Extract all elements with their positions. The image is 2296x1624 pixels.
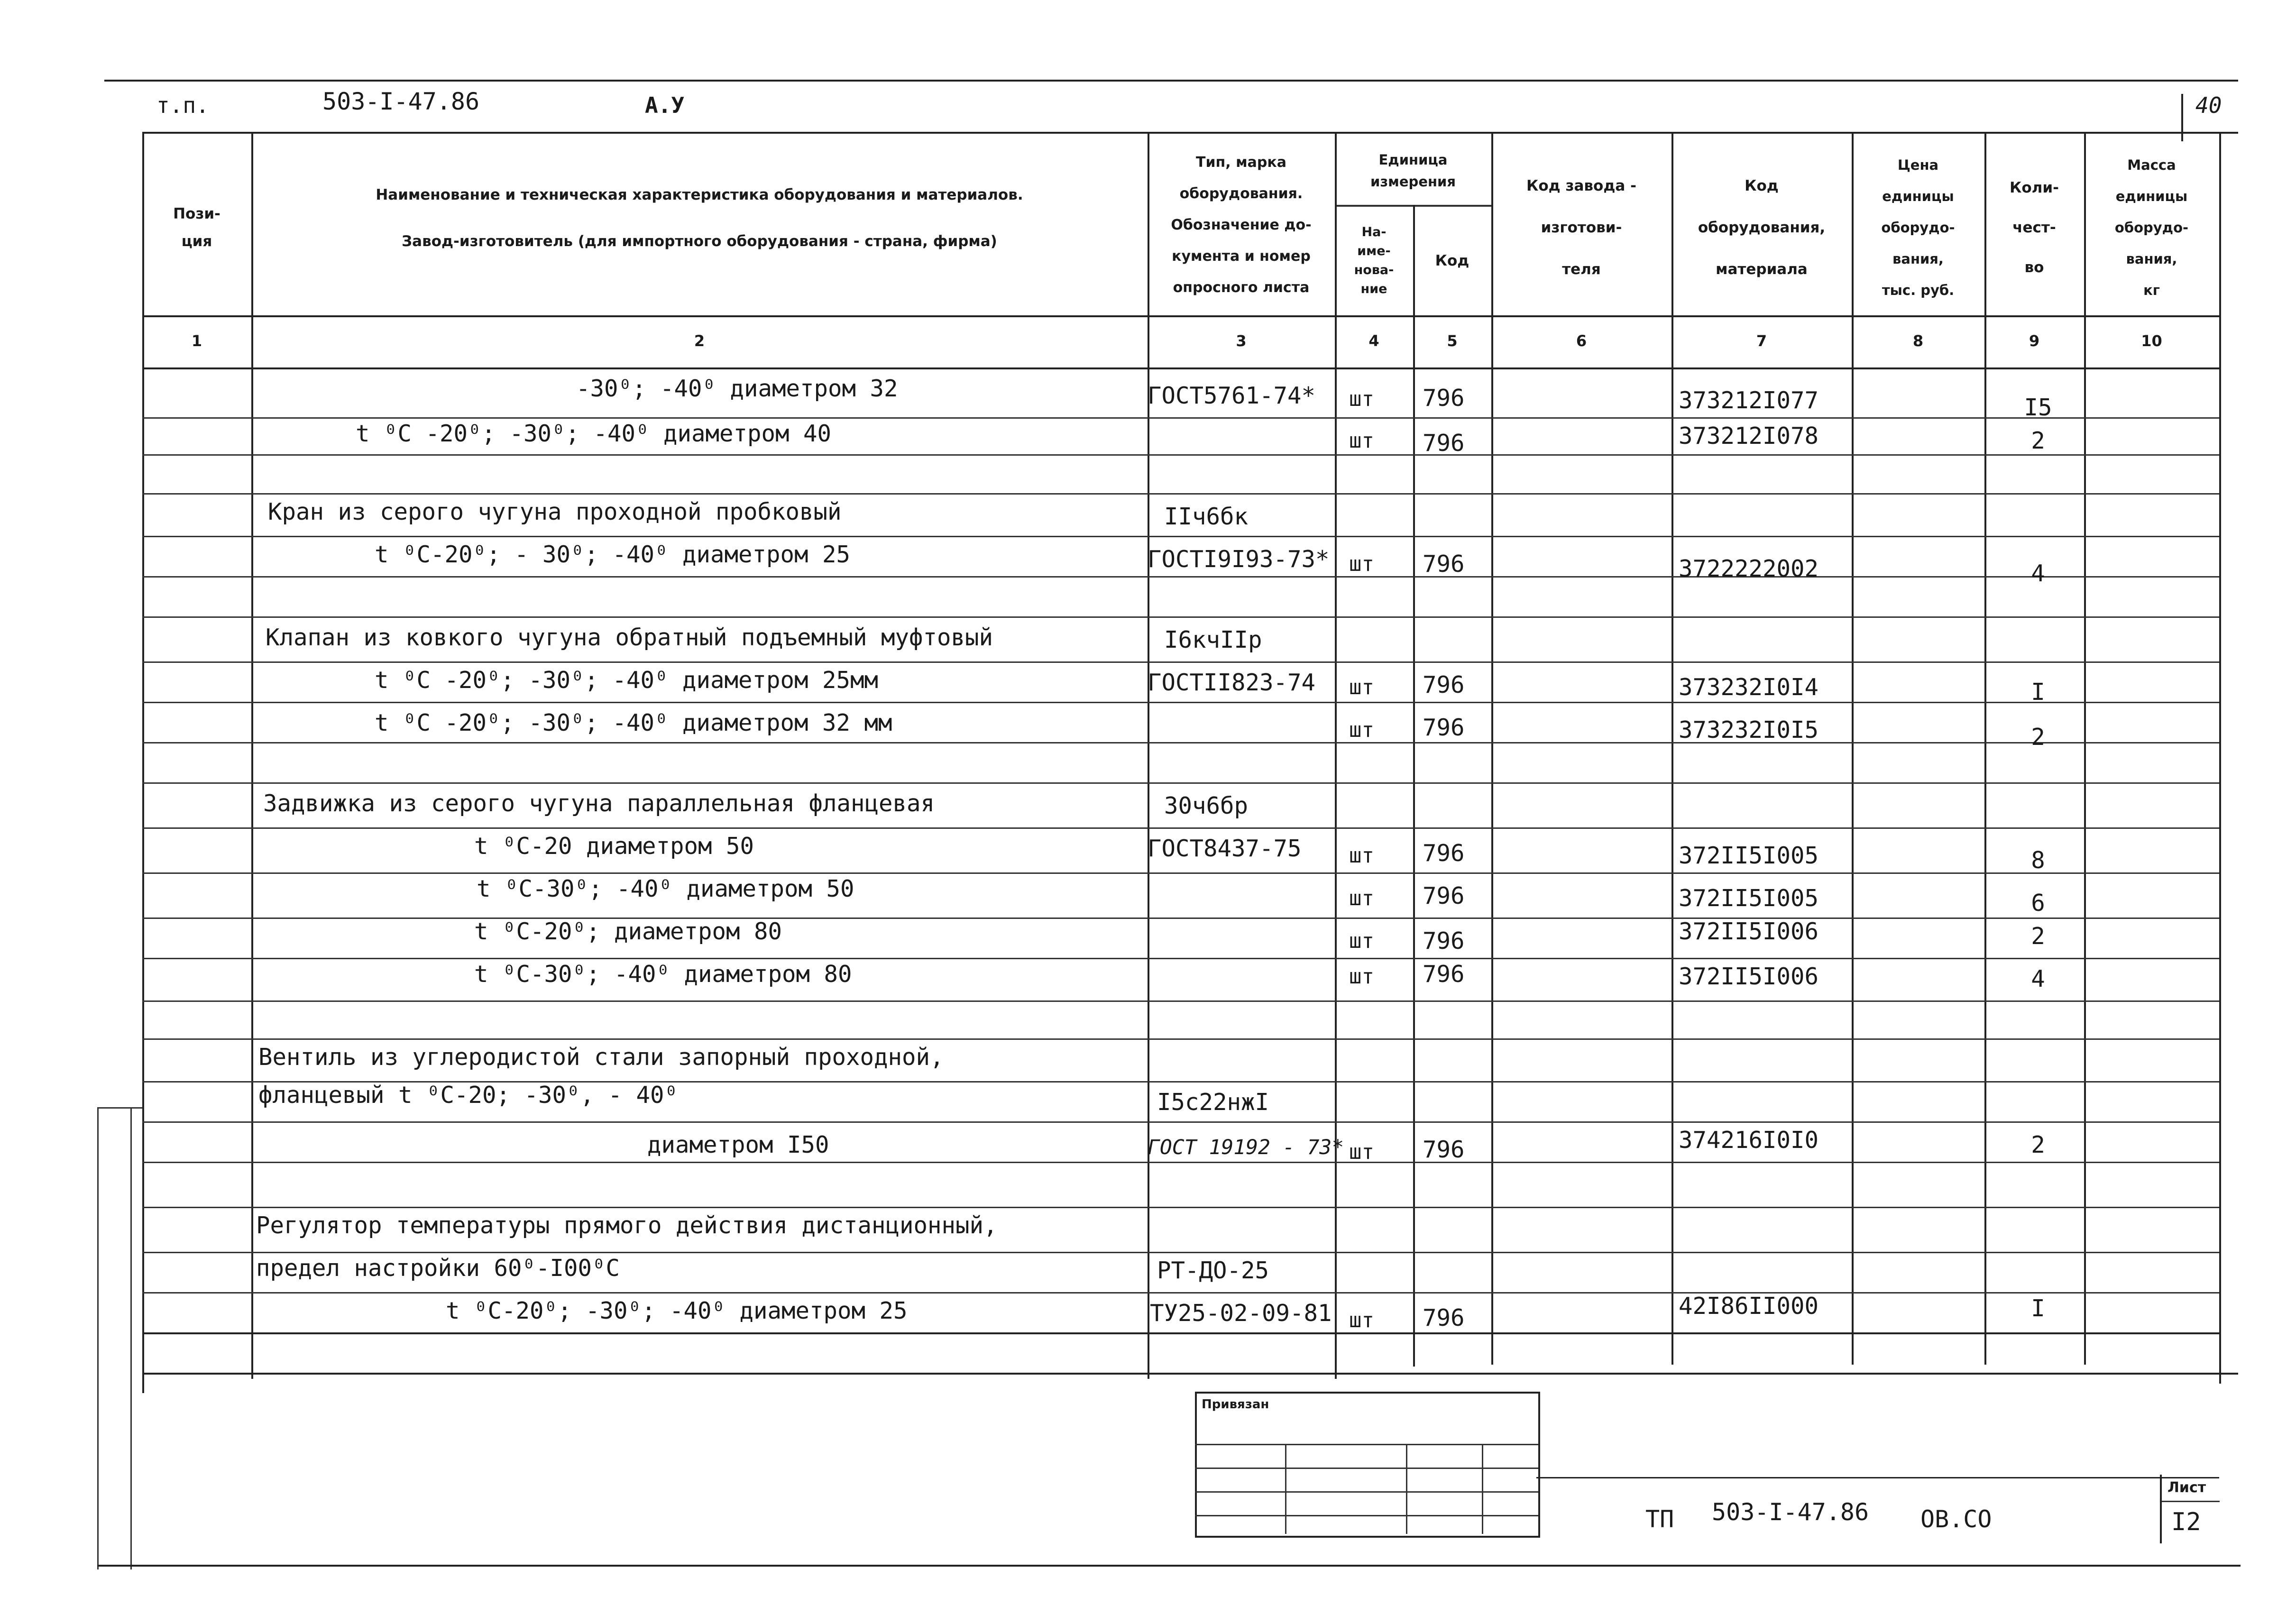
row-11-name: t ⁰C-30⁰; -40⁰ диаметром 80 bbox=[474, 961, 852, 988]
row-10-unit: шт bbox=[1349, 929, 1374, 953]
row-14-name: диаметром I50 bbox=[647, 1131, 829, 1158]
sheet-number: I2 bbox=[2171, 1508, 2201, 1536]
row-3-unit: шт bbox=[1349, 552, 1374, 576]
row-11-eq-code: 372II5I006 bbox=[1679, 963, 1819, 990]
row-5-type: ГОСТII823-74 bbox=[1148, 669, 1316, 696]
row-17-name: t ⁰C-20⁰; -30⁰; -40⁰ диаметром 25 bbox=[446, 1297, 908, 1324]
row-13-type: I5с22нжI bbox=[1157, 1089, 1269, 1116]
row-8-qty: 8 bbox=[2031, 847, 2045, 874]
row-10-eq-code: 372II5I006 bbox=[1679, 918, 1819, 945]
row-6-eq-code: 373232I0I5 bbox=[1679, 716, 1819, 743]
row-11-code: 796 bbox=[1423, 961, 1465, 988]
footer-prefix: ТП bbox=[1645, 1505, 1674, 1533]
row-0-code: 796 bbox=[1423, 385, 1465, 412]
row-10-qty: 2 bbox=[2031, 923, 2045, 950]
col-num-10: 10 bbox=[2141, 332, 2162, 350]
row-14-unit: шт bbox=[1349, 1140, 1374, 1164]
row-3-code: 796 bbox=[1423, 551, 1465, 578]
row-16-type: РТ-ДО-25 bbox=[1157, 1257, 1269, 1284]
col-header-unit-name: На- име- нова- ние bbox=[1354, 225, 1394, 296]
row-5-code: 796 bbox=[1423, 671, 1465, 698]
tp-label: т.п. bbox=[156, 92, 209, 118]
row-8-code: 796 bbox=[1423, 840, 1465, 867]
page-corner-number: 40 bbox=[2195, 92, 2222, 118]
row-15-name: Регулятор температуры прямого действия дистанционный, bbox=[256, 1212, 998, 1239]
col-num-1: 1 bbox=[191, 332, 202, 350]
row-17-eq-code: 42I86II000 bbox=[1679, 1293, 1819, 1320]
row-9-qty: 6 bbox=[2031, 890, 2045, 917]
col-num-4: 4 bbox=[1368, 332, 1379, 350]
row-9-unit: шт bbox=[1349, 886, 1374, 910]
row-2-type: IIч6бк bbox=[1164, 503, 1249, 530]
row-2-name: Кран из серого чугуна проходной пробковый bbox=[268, 498, 842, 525]
col-num-5: 5 bbox=[1447, 332, 1458, 350]
col-header-name: Наименование и техническая характеристика оборудования и материалов. Завод-изготовитель (для импортного оборудования - страна, фирма) bbox=[376, 186, 1023, 250]
row-17-unit: шт bbox=[1349, 1308, 1374, 1332]
row-17-code: 796 bbox=[1423, 1304, 1465, 1331]
row-8-eq-code: 372II5I005 bbox=[1679, 842, 1819, 869]
row-1-name: t ⁰C -20⁰; -30⁰; -40⁰ диаметром 40 bbox=[356, 420, 832, 447]
col-header-unit-code: Код bbox=[1435, 252, 1469, 269]
sheet-number-box bbox=[2160, 1475, 2220, 1543]
row-1-eq-code: 373212I078 bbox=[1679, 422, 1819, 450]
row-8-unit: шт bbox=[1349, 844, 1374, 868]
row-17-qty: I bbox=[2031, 1295, 2045, 1322]
row-14-code: 796 bbox=[1423, 1136, 1465, 1163]
row-9-code: 796 bbox=[1423, 882, 1465, 909]
row-12-name: Вентиль из углеродистой стали запорный проходной, bbox=[258, 1044, 944, 1071]
row-11-qty: 4 bbox=[2031, 965, 2045, 992]
row-14-eq-code: 374216I0I0 bbox=[1679, 1127, 1819, 1154]
row-7-type: 30ч6бр bbox=[1164, 792, 1249, 819]
row-5-qty: I bbox=[2031, 679, 2045, 706]
row-0-eq-code: 373212I077 bbox=[1679, 387, 1819, 414]
row-3-name: t ⁰C-20⁰; - 30⁰; -40⁰ диаметром 25 bbox=[375, 541, 851, 568]
col-header-unit-group: Единица измерения bbox=[1370, 152, 1456, 190]
col-header-price: Цена единицы оборудо- вания, тыс. руб. bbox=[1881, 157, 1955, 298]
row-11-unit: шт bbox=[1349, 964, 1374, 989]
row-1-unit: шт bbox=[1349, 429, 1374, 453]
col-num-2: 2 bbox=[694, 332, 705, 350]
col-header-mass: Масса единицы оборудо- вания, кг bbox=[2114, 157, 2189, 298]
row-9-eq-code: 372II5I005 bbox=[1679, 885, 1819, 912]
binding-margin-line bbox=[97, 1107, 99, 1569]
row-14-type: ГОСТ 19192 - 73* bbox=[1148, 1136, 1344, 1159]
row-9-name: t ⁰C-30⁰; -40⁰ диаметром 50 bbox=[477, 875, 854, 902]
row-3-eq-code: 3722222002 bbox=[1679, 555, 1819, 582]
row-4-name: Клапан из ковкого чугуна обратный подъемный муфтовый bbox=[266, 624, 993, 651]
row-1-qty: 2 bbox=[2031, 427, 2045, 454]
row-8-type: ГОСТ8437-75 bbox=[1148, 835, 1302, 862]
doc-number-top: 503-I-47.86 bbox=[322, 88, 480, 115]
row-8-name: t ⁰C-20 диаметром 50 bbox=[474, 833, 754, 860]
row-6-name: t ⁰C -20⁰; -30⁰; -40⁰ диаметром 32 мм bbox=[375, 709, 892, 736]
row-0-type: ГОСТ5761-74* bbox=[1148, 382, 1316, 409]
col-num-8: 8 bbox=[1912, 332, 1924, 350]
footer-doc-number: 503-I-47.86 bbox=[1712, 1498, 1869, 1526]
footer-suffix: ОВ.СО bbox=[1920, 1505, 1992, 1533]
row-16-name: предел настройки 60⁰-I00⁰C bbox=[256, 1255, 620, 1282]
row-5-name: t ⁰C -20⁰; -30⁰; -40⁰ диаметром 25мм bbox=[375, 667, 879, 694]
row-10-code: 796 bbox=[1423, 927, 1465, 954]
col-num-3: 3 bbox=[1236, 332, 1247, 350]
col-num-7: 7 bbox=[1756, 332, 1767, 350]
row-13-name: фланцевый t ⁰C-20; -30⁰, - 40⁰ bbox=[258, 1082, 679, 1109]
row-10-name: t ⁰C-20⁰; диаметром 80 bbox=[474, 918, 782, 945]
stamp-title: Привязан bbox=[1202, 1397, 1269, 1412]
row-17-type: ТУ25-02-09-81 bbox=[1150, 1300, 1332, 1327]
col-num-6: 6 bbox=[1576, 332, 1587, 350]
col-num-9: 9 bbox=[2029, 332, 2040, 350]
row-1-code: 796 bbox=[1423, 430, 1465, 457]
col-header-quantity: Коли- чест- во bbox=[2010, 179, 2059, 276]
row-4-type: I6кчIIр bbox=[1164, 626, 1262, 653]
row-3-type: ГОСТI9I93-73* bbox=[1148, 546, 1330, 573]
row-0-unit: шт bbox=[1349, 387, 1374, 411]
album-label: А.У bbox=[645, 92, 685, 118]
row-0-qty: I5 bbox=[2024, 394, 2052, 421]
row-6-code: 796 bbox=[1423, 714, 1465, 741]
row-7-name: Задвижка из серого чугуна параллельная фланцевая bbox=[263, 790, 935, 817]
col-header-type: Тип, марка оборудования. Обозначение до- кумента и номер опросного листа bbox=[1171, 154, 1312, 296]
row-5-unit: шт bbox=[1349, 675, 1374, 699]
col-header-plant-code: Код завода - изготови- теля bbox=[1526, 177, 1636, 278]
row-6-qty: 2 bbox=[2031, 724, 2045, 751]
row-14-qty: 2 bbox=[2031, 1131, 2045, 1158]
col-header-position: Пози- ция bbox=[173, 205, 220, 250]
col-header-equipment-code: Код оборудования, материала bbox=[1698, 177, 1826, 278]
row-6-unit: шт bbox=[1349, 718, 1374, 742]
row-0-name: -30⁰; -40⁰ диаметром 32 bbox=[576, 375, 898, 402]
sheet-label: Лист bbox=[2167, 1479, 2206, 1496]
row-5-eq-code: 373232I0I4 bbox=[1679, 674, 1819, 701]
row-3-qty: 4 bbox=[2031, 560, 2045, 587]
